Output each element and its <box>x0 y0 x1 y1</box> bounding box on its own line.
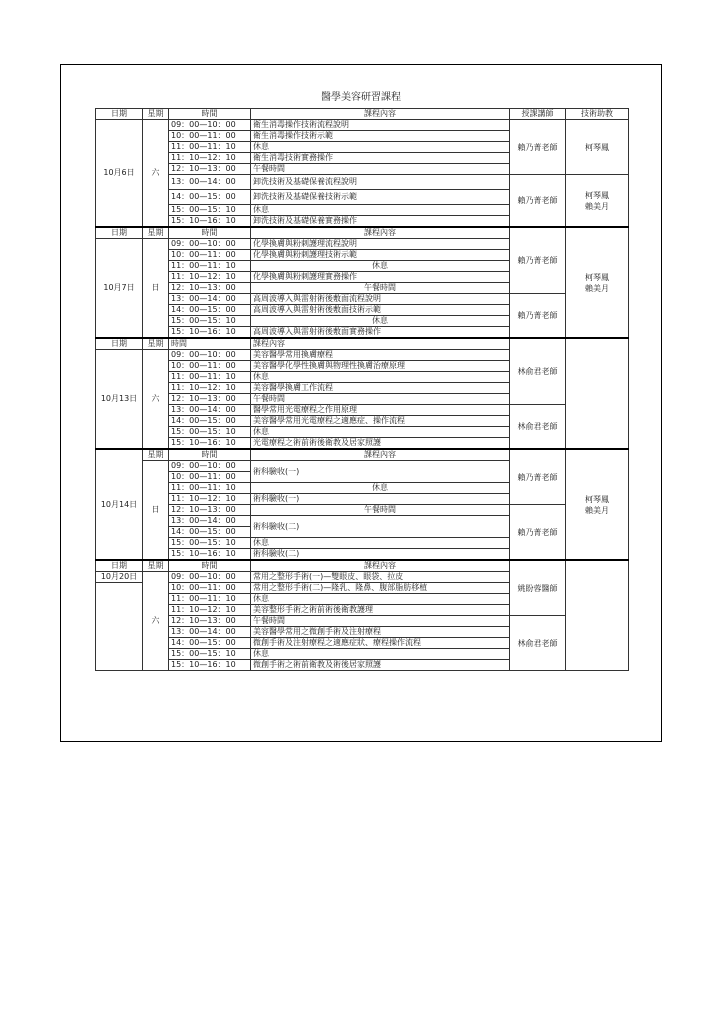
content-cell: 美容醫學常用之微創手術及注射療程 <box>251 627 510 638</box>
content-cell: 醫學常用光電療程之作用原理 <box>251 405 510 416</box>
time-cell: 13：00—14：00 <box>169 405 251 416</box>
header-date: 日期 <box>96 227 143 239</box>
day-cell: 日 <box>143 461 169 561</box>
time-cell: 14：00—15：00 <box>169 527 251 538</box>
table-header-row <box>96 227 629 239</box>
header-time: 時間 <box>169 338 251 350</box>
lecturer-cell: 賴乃菁老師 <box>510 175 566 228</box>
time-cell: 13：00—14：00 <box>169 627 251 638</box>
content-cell: 休息 <box>251 649 510 660</box>
content-cell: 午餐時間 <box>251 505 510 516</box>
time-cell: 15：00—15：10 <box>169 538 251 549</box>
time-cell: 12：10—13：00 <box>169 283 251 294</box>
content-cell: 美容醫學換膚工作流程 <box>251 383 510 394</box>
time-cell: 11：10—12：10 <box>169 494 251 505</box>
table-header-row <box>96 338 629 350</box>
table-row <box>96 175 629 190</box>
assistant-cell <box>566 338 629 449</box>
time-cell: 13：00—14：00 <box>169 175 251 190</box>
assistant-cell: 柯琴鳳 賴美月 <box>566 449 629 560</box>
lecturer-cell: 賴乃菁老師 <box>510 449 566 505</box>
time-cell: 10：00—11：00 <box>169 131 251 142</box>
lecturer-cell: 姚盼蓉醫師 <box>510 560 566 616</box>
content-cell: 術科驗收(一) <box>251 494 510 505</box>
content-cell: 午餐時間 <box>251 283 510 294</box>
header-content: 課程內容 <box>251 109 510 120</box>
lecturer-cell: 賴乃菁老師 <box>510 294 566 339</box>
content-cell: 衛生消毒操作技術流程說明 <box>251 120 510 131</box>
time-cell: 11：00—11：10 <box>169 594 251 605</box>
header-date: 日期 <box>96 560 143 572</box>
time-cell: 10：00—11：00 <box>169 250 251 261</box>
date-cell: 10月13日 <box>96 350 143 450</box>
date-cell: 10月20日 <box>96 572 143 583</box>
content-cell: 化學換膚與粉刺護理技術示範 <box>251 250 510 261</box>
time-cell: 10：00—11：00 <box>169 361 251 372</box>
header-time: 時間 <box>169 560 251 572</box>
time-cell: 11：10—12：10 <box>169 383 251 394</box>
day-cell: 日 <box>143 239 169 339</box>
content-cell: 休息 <box>251 316 510 327</box>
content-cell: 術科驗收(二) <box>251 516 510 538</box>
time-cell: 09：00—10：00 <box>169 572 251 583</box>
content-cell: 微創手術之術前衛教及術後居家照護 <box>251 660 510 671</box>
header-assistant: 技術助教 <box>566 109 629 120</box>
time-cell: 12：10—13：00 <box>169 164 251 175</box>
table-header-row <box>96 449 629 461</box>
content-cell: 常用之整形手術(一)—雙眼皮、眼袋、拉皮 <box>251 572 510 583</box>
lecturer-cell: 賴乃菁老師 <box>510 227 566 294</box>
time-cell: 15：00—15：10 <box>169 649 251 660</box>
time-cell: 11：00—11：10 <box>169 142 251 153</box>
time-cell: 15：10—16：10 <box>169 216 251 228</box>
content-cell: 術科驗收(二) <box>251 549 510 561</box>
content-cell: 休息 <box>251 594 510 605</box>
time-cell: 15：10—16：10 <box>169 660 251 671</box>
content-cell: 美容醫學化學性換膚與物理性換膚治療原理 <box>251 361 510 372</box>
content-cell: 常用之整形手術(二)—隆乳、隆鼻、腹部脂肪移植 <box>251 583 510 594</box>
time-cell: 13：00—14：00 <box>169 516 251 527</box>
table-row <box>96 294 629 305</box>
time-cell: 15：00—15：10 <box>169 427 251 438</box>
schedule-table <box>95 108 629 671</box>
content-cell: 光電療程之術前術後衛教及居家照護 <box>251 438 510 450</box>
time-cell: 14：00—15：00 <box>169 416 251 427</box>
header-time: 時間 <box>169 227 251 239</box>
content-cell: 午餐時間 <box>251 616 510 627</box>
time-cell: 11：10—12：10 <box>169 272 251 283</box>
day-cell: 六 <box>143 120 169 228</box>
date-cell: 10月7日 <box>96 239 143 339</box>
content-cell: 術科驗收(一) <box>251 461 510 483</box>
date-cell: 10月14日 <box>96 449 143 560</box>
assistant-cell <box>566 560 629 671</box>
lecturer-cell: 林俞君老師 <box>510 338 566 405</box>
content-cell: 衛生消毒操作技術示範 <box>251 131 510 142</box>
time-cell: 13：00—14：00 <box>169 294 251 305</box>
header-day: 星期 <box>143 338 169 350</box>
time-cell: 15：00—15：10 <box>169 316 251 327</box>
header-day: 星期 <box>143 449 169 461</box>
day-cell: 六 <box>143 572 169 671</box>
time-cell: 10：00—11：00 <box>169 583 251 594</box>
header-day: 星期 <box>143 227 169 239</box>
content-cell: 休息 <box>251 142 510 153</box>
lecturer-cell: 賴乃菁老師 <box>510 120 566 175</box>
time-cell: 15：00—15：10 <box>169 205 251 216</box>
table-row <box>96 616 629 627</box>
header-content: 課程內容 <box>251 560 510 572</box>
time-cell: 12：10—13：00 <box>169 394 251 405</box>
content-cell: 卸洗技術及基礎保養流程說明 <box>251 175 510 190</box>
content-cell: 高周波導入與雷射術後敷面實務操作 <box>251 327 510 339</box>
table-row <box>96 120 629 131</box>
time-cell: 14：00—15：00 <box>169 190 251 205</box>
day-cell: 六 <box>143 350 169 450</box>
header-lecturer: 授課講師 <box>510 109 566 120</box>
assistant-cell: 柯琴鳳 <box>566 120 629 175</box>
time-cell: 09：00—10：00 <box>169 120 251 131</box>
lecturer-cell: 林俞君老師 <box>510 616 566 671</box>
header-day: 星期 <box>143 109 169 120</box>
time-cell: 11：00—11：10 <box>169 483 251 494</box>
content-cell: 休息 <box>251 261 510 272</box>
header-time: 時間 <box>169 449 251 461</box>
content-cell: 午餐時間 <box>251 394 510 405</box>
page-title: 醫學美容研習課程 <box>321 92 401 103</box>
table-header-row <box>96 560 629 572</box>
content-cell: 休息 <box>251 205 510 216</box>
header-content: 課程內容 <box>251 227 510 239</box>
time-cell: 14：00—15：00 <box>169 305 251 316</box>
content-cell: 休息 <box>251 483 510 494</box>
date-cell-empty <box>96 583 143 671</box>
content-cell: 美容醫學常用光電療程之適應症、操作流程 <box>251 416 510 427</box>
time-cell: 09：00—10：00 <box>169 461 251 472</box>
lecturer-cell: 賴乃菁老師 <box>510 505 566 561</box>
content-cell: 休息 <box>251 427 510 438</box>
time-cell: 12：10—13：00 <box>169 505 251 516</box>
content-cell: 美容醫學常用換膚療程 <box>251 350 510 361</box>
header-content: 課程內容 <box>251 338 510 350</box>
content-cell: 卸洗技術及基礎保養技術示範 <box>251 190 510 205</box>
time-cell: 15：10—16：10 <box>169 327 251 339</box>
table-header-row <box>96 109 629 120</box>
time-cell: 11：10—12：10 <box>169 605 251 616</box>
time-cell: 09：00—10：00 <box>169 350 251 361</box>
content-cell: 微創手術及注射療程之適應症狀、療程操作流程 <box>251 638 510 649</box>
time-cell: 11：00—11：10 <box>169 372 251 383</box>
header-date: 日期 <box>96 338 143 350</box>
content-cell: 休息 <box>251 372 510 383</box>
table-row <box>96 405 629 416</box>
content-cell: 高周波導入與雷射術後敷面流程說明 <box>251 294 510 305</box>
time-cell: 11：10—12：10 <box>169 153 251 164</box>
content-cell: 衛生消毒技術實務操作 <box>251 153 510 164</box>
content-cell: 化學換膚與粉刺護理流程說明 <box>251 239 510 250</box>
content-cell: 高周波導入與雷射術後敷面技術示範 <box>251 305 510 316</box>
content-cell: 卸洗技術及基礎保養實務操作 <box>251 216 510 228</box>
time-cell: 15：10—16：10 <box>169 438 251 450</box>
time-cell: 10：00—11：00 <box>169 472 251 483</box>
content-cell: 化學換膚與粉刺護理實務操作 <box>251 272 510 283</box>
content-cell: 休息 <box>251 538 510 549</box>
time-cell: 15：10—16：10 <box>169 549 251 561</box>
header-content: 課程內容 <box>251 449 510 461</box>
header-time: 時間 <box>169 109 251 120</box>
time-cell: 09：00—10：00 <box>169 239 251 250</box>
time-cell: 11：00—11：10 <box>169 261 251 272</box>
time-cell: 12：10—13：00 <box>169 616 251 627</box>
header-date: 日期 <box>96 109 143 120</box>
assistant-cell: 柯琴鳳 賴美月 <box>566 175 629 228</box>
table-row <box>96 505 629 516</box>
lecturer-cell: 林俞君老師 <box>510 405 566 450</box>
date-cell: 10月6日 <box>96 120 143 228</box>
time-cell: 14：00—15：00 <box>169 638 251 649</box>
content-cell: 美容整形手術之術前術後衛教護理 <box>251 605 510 616</box>
assistant-cell: 柯琴鳳 賴美月 <box>566 227 629 338</box>
content-cell: 午餐時間 <box>251 164 510 175</box>
header-day: 星期 <box>143 560 169 572</box>
